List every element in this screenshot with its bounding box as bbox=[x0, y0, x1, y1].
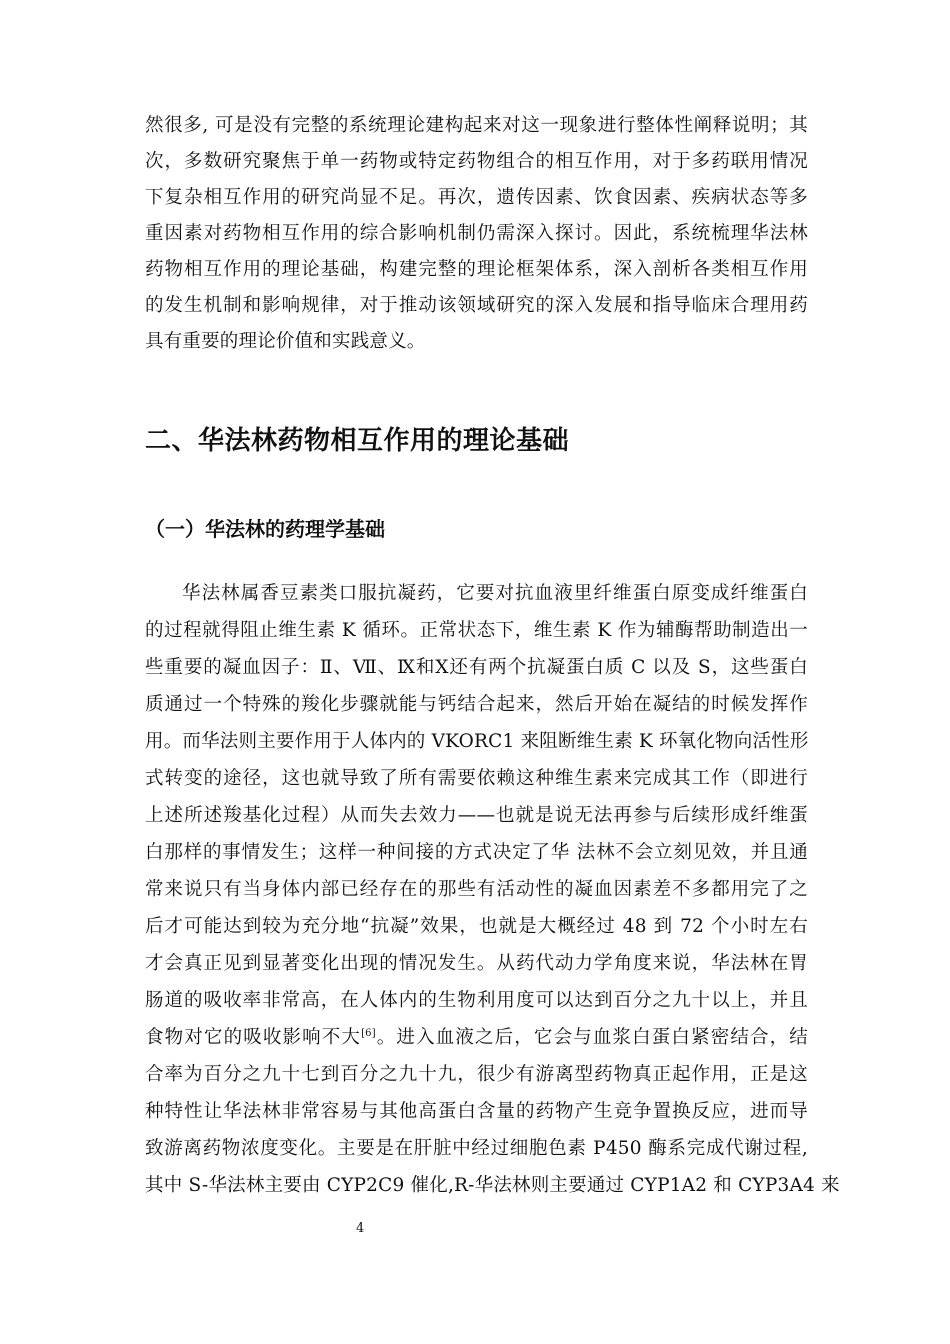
paragraph-line-with-citation bbox=[145, 1025, 808, 1051]
paragraph-line: 下复杂相互作用的研究尚显不足。再次，遗传因素、饮食因素、疾病状态等多 bbox=[145, 187, 808, 208]
paragraph-line: 的过程就得阻止维生素 K 循环。正常状态下，维生素 K 作为辅酶帮助制造出一 bbox=[145, 620, 808, 641]
paragraph-line: 常来说只有当身体内部已经存在的那些有活动性的凝血因素差不多都用完了之 bbox=[145, 879, 808, 900]
section-heading: 二、华法林药物相互作用的理论基础 bbox=[145, 426, 570, 456]
paragraph-line: 上述所述羧基化过程）从而失去效力——也就是说无法再参与后续形成纤维蛋 bbox=[145, 805, 808, 826]
paragraph-line: 白那样的事情发生；这样一种间接的方式决定了华 法林不会立刻见效，并且通 bbox=[145, 842, 808, 863]
subsection-heading: （一）华法林的药理学基础 bbox=[145, 517, 385, 541]
citation-line-text: 食物对它的吸收影响不大 bbox=[145, 1027, 362, 1048]
citation-reference: [6] bbox=[361, 1027, 376, 1039]
paragraph-line: 种特性让华法林非常容易与其他高蛋白含量的药物产生竞争置换反应，进而导 bbox=[145, 1101, 808, 1122]
paragraph-line: 的发生机制和影响规律，对于推动该领域研究的深入发展和指导临床合理用药 bbox=[145, 295, 808, 316]
paragraph-line: 式转变的途径，这也就导致了所有需要依赖这种维生素来完成其工作（即进行 bbox=[145, 768, 808, 789]
paragraph-line: 重因素对药物相互作用的综合影响机制仍需深入探讨。因此，系统梳理华法林 bbox=[145, 223, 808, 244]
paragraph-line: 然很多, 可是没有完整的系统理论建构起来对这一现象进行整体性阐释说明；其 bbox=[145, 115, 808, 136]
paragraph-line: 华法林属香豆素类口服抗凝药，它要对抗血液里纤维蛋白原变成纤维蛋白 bbox=[182, 583, 808, 604]
paragraph-line: 具有重要的理论价值和实践意义。 bbox=[145, 331, 426, 352]
paragraph-line: 药物相互作用的理论基础，构建完整的理论框架体系，深入剖析各类相互作用 bbox=[145, 259, 808, 280]
paragraph-line: 合率为百分之九十七到百分之九十九，很少有游离型药物真正起作用，正是这 bbox=[145, 1064, 808, 1085]
paragraph-line: 致游离药物浓度变化。主要是在肝脏中经过细胞色素 P450 酶系完成代谢过程, bbox=[145, 1138, 808, 1159]
citation-line-text: 。进入血液之后，它会与血浆白蛋白紧密结合，结 bbox=[375, 1027, 808, 1048]
paragraph-line: 其中 S-华法林主要由 CYP2C9 催化,R-华法林则主要通过 CYP1A2 和 CYP3A4 来 bbox=[145, 1175, 840, 1196]
paragraph-line: 肠道的吸收率非常高，在人体内的生物利用度可以达到百分之九十以上，并且 bbox=[145, 990, 808, 1011]
paragraph-line: 后才可能达到较为充分地“抗凝”效果，也就是大概经过 48 到 72 个小时左右 bbox=[145, 916, 808, 937]
paragraph-line: 次，多数研究聚焦于单一药物或特定药物组合的相互作用，对于多药联用情况 bbox=[145, 151, 808, 172]
paragraph-line: 质通过一个特殊的羧化步骤就能与钙结合起来，然后开始在凝结的时候发挥作 bbox=[145, 694, 808, 715]
paragraph-line: 才会真正见到显著变化出现的情况发生。从药代动力学角度来说，华法林在胃 bbox=[145, 953, 808, 974]
paragraph-line: 用。而华法则主要作用于人体内的 VKORC1 来阻断维生素 K 环氧化物向活性形 bbox=[145, 731, 809, 752]
paragraph-line: 些重要的凝血因子：Ⅱ、Ⅶ、Ⅸ和Ⅹ还有两个抗凝蛋白质 C 以及 S，这些蛋白 bbox=[145, 657, 808, 678]
page-number: 4 bbox=[356, 1221, 365, 1236]
